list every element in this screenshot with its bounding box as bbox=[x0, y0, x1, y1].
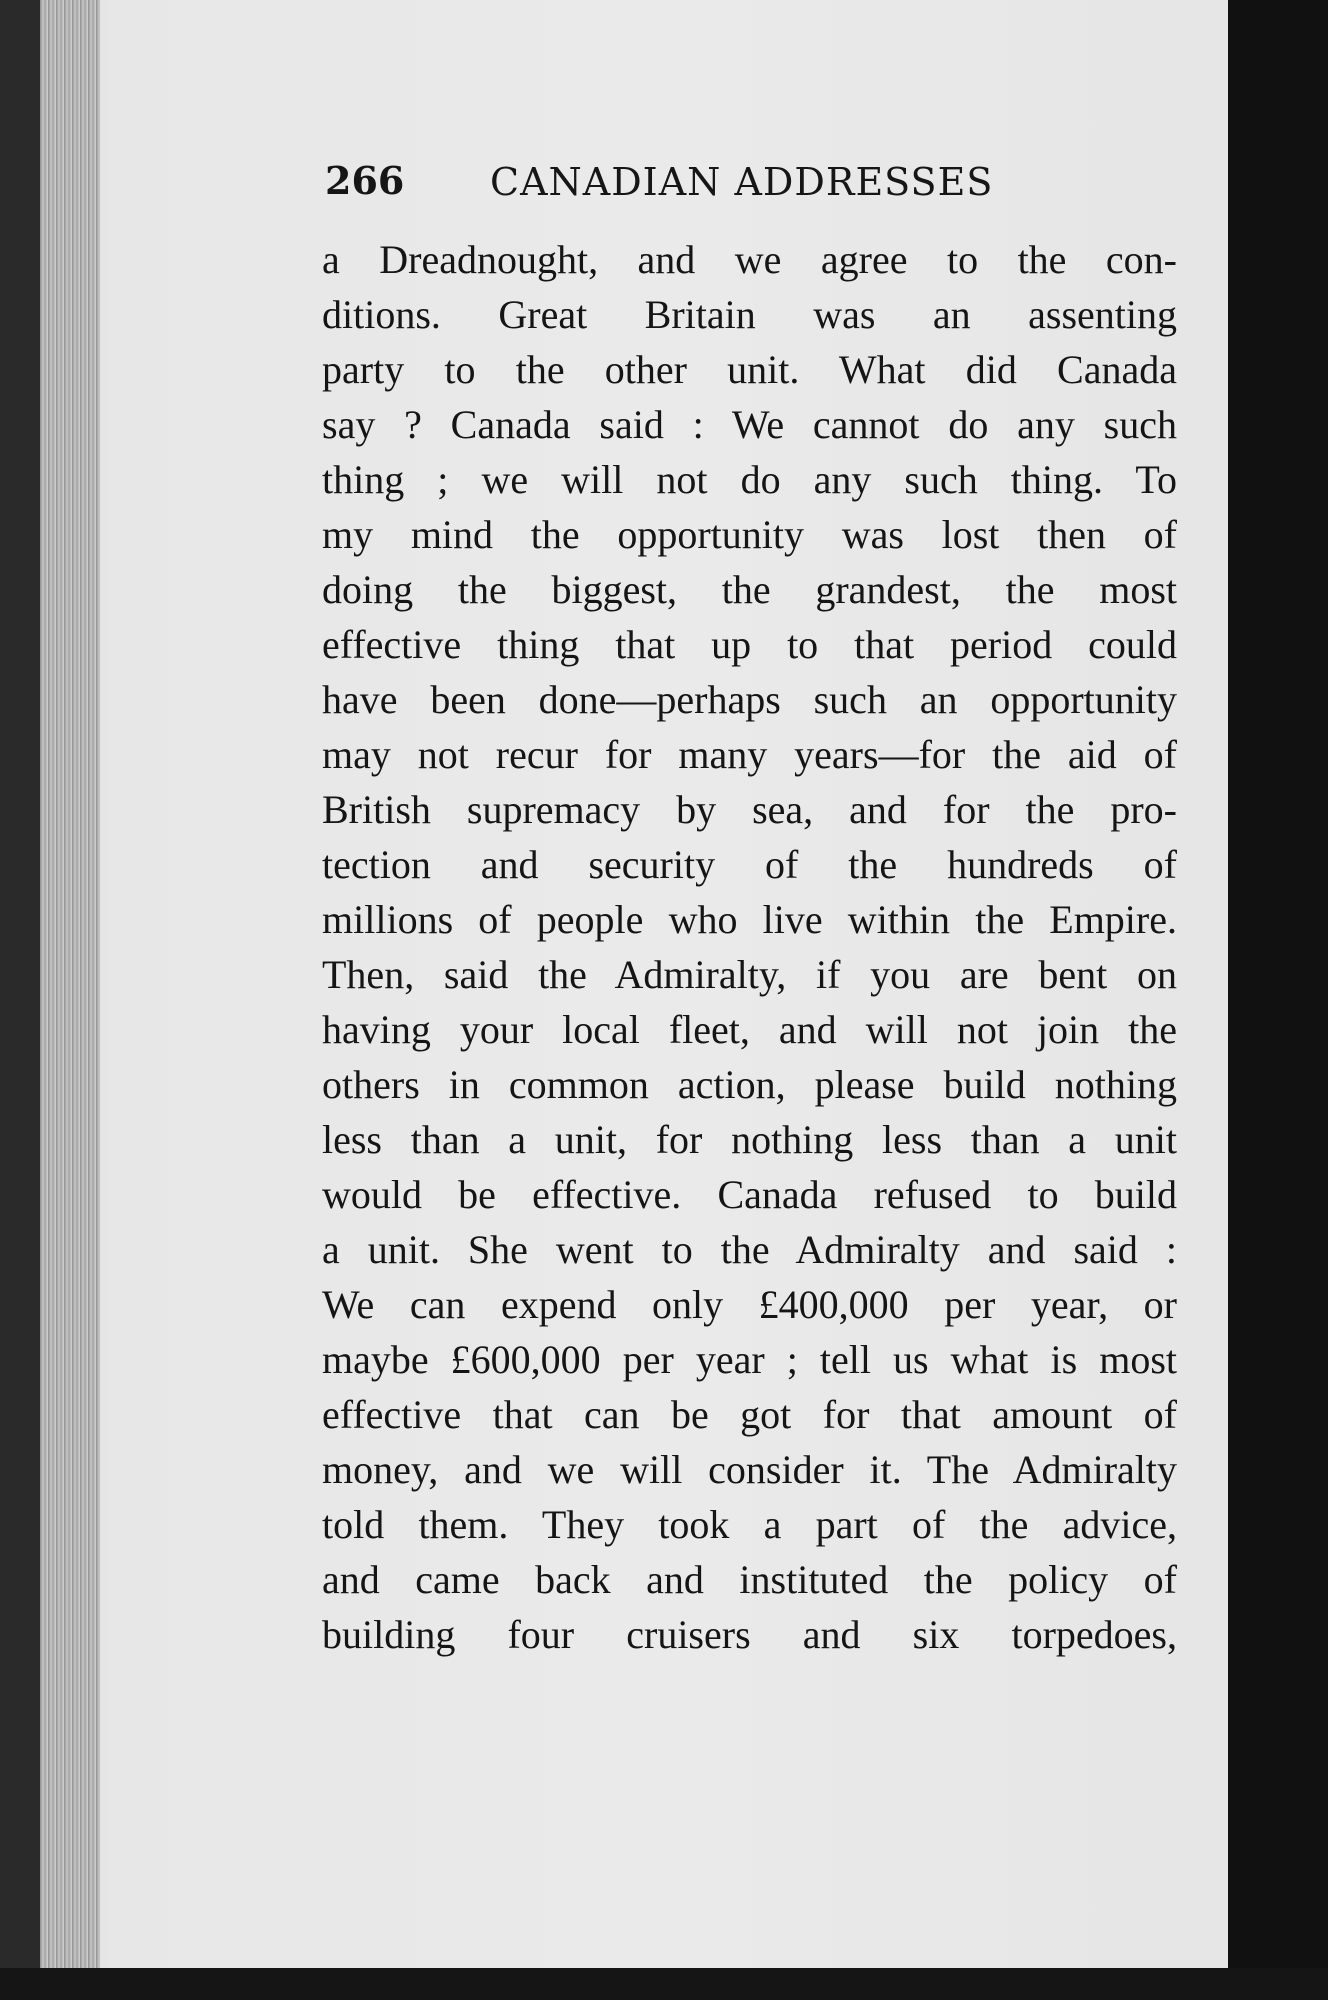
text-line: doing the biggest, the grandest, the most bbox=[322, 567, 1177, 612]
page-number: 266 bbox=[325, 158, 405, 203]
text-line: have been done—perhaps such an opportunity bbox=[322, 677, 1177, 722]
page-stack-edges bbox=[40, 0, 100, 1968]
text-line: and came back and instituted the policy of bbox=[322, 1557, 1177, 1602]
text-line: a Dreadnought, and we agree to the con- bbox=[322, 237, 1177, 282]
text-line: told them. They took a part of the advice, bbox=[322, 1502, 1177, 1547]
running-header bbox=[325, 158, 1045, 218]
text-line: a unit. She went to the Admiralty and said : bbox=[322, 1227, 1177, 1272]
text-line: my mind the opportunity was lost then of bbox=[322, 512, 1177, 557]
text-line: building four cruisers and six torpedoes, bbox=[322, 1612, 1177, 1657]
text-line: money, and we will consider it. The Admiralty bbox=[322, 1447, 1177, 1492]
running-title: CANADIAN ADDRESSES bbox=[490, 160, 994, 204]
text-line: maybe £600,000 per year ; tell us what is most bbox=[322, 1337, 1177, 1382]
scan-border-bottom bbox=[0, 1968, 1328, 2000]
text-line: We can expend only £400,000 per year, or bbox=[322, 1282, 1177, 1327]
text-line: having your local fleet, and will not join the bbox=[322, 1007, 1177, 1052]
text-line: others in common action, please build nothing bbox=[322, 1062, 1177, 1107]
text-line: may not recur for many years—for the aid of bbox=[322, 732, 1177, 777]
scan-border-right bbox=[1228, 0, 1328, 2000]
text-line: effective that can be got for that amount of bbox=[322, 1392, 1177, 1437]
text-line: Then, said the Admiralty, if you are bent on bbox=[322, 952, 1177, 997]
text-line: say ? Canada said : We cannot do any such bbox=[322, 402, 1177, 447]
text-line: would be effective. Canada refused to build bbox=[322, 1172, 1177, 1217]
text-line: effective thing that up to that period could bbox=[322, 622, 1177, 667]
text-line: British supremacy by sea, and for the pro- bbox=[322, 787, 1177, 832]
text-line: party to the other unit. What did Canada bbox=[322, 347, 1177, 392]
text-line: tection and security of the hundreds of bbox=[322, 842, 1177, 887]
text-line: less than a unit, for nothing less than a unit bbox=[322, 1117, 1177, 1162]
text-line: ditions. Great Britain was an assenting bbox=[322, 292, 1177, 337]
text-line: thing ; we will not do any such thing. To bbox=[322, 457, 1177, 502]
text-line: millions of people who live within the Empire. bbox=[322, 897, 1177, 942]
body-text bbox=[322, 232, 1177, 1662]
